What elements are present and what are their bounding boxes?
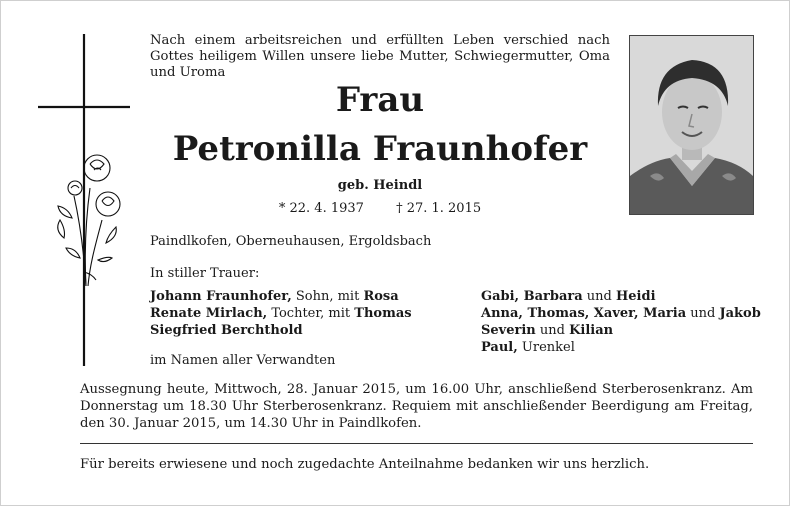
mourner-line: Anna, Thomas, Xaver, Maria und Jakob bbox=[481, 306, 761, 321]
death-date: † 27. 1. 2015 bbox=[396, 201, 482, 216]
mourner-line: Severin und Kilian bbox=[481, 323, 614, 338]
places-line: Paindlkofen, Oberneuhausen, Ergoldsbach bbox=[150, 234, 432, 249]
birth-date: * 22. 4. 1937 bbox=[278, 201, 364, 216]
mourners-left bbox=[150, 288, 412, 339]
divider bbox=[80, 443, 753, 444]
thanks-line: Für bereits erwiesene und noch zugedachte Anteilnahme bedanken wir uns herzlich. bbox=[80, 457, 650, 472]
life-dates bbox=[150, 201, 610, 216]
portrait-icon bbox=[630, 36, 753, 214]
mourner-line: Siegfried Berchthold bbox=[150, 323, 303, 338]
deceased-name: Petronilla Fraunhofer bbox=[172, 129, 588, 169]
mourner-line: Johann Fraunhofer, Sohn, mit Rosa bbox=[150, 289, 399, 304]
maiden-name: geb. Heindl bbox=[337, 178, 423, 193]
portrait-photo bbox=[629, 35, 754, 215]
mourner-line: Renate Mirlach, Tochter, mit Thomas bbox=[150, 306, 412, 321]
grief-label: In stiller Trauer: bbox=[150, 266, 260, 281]
family-line: im Namen aller Verwandten bbox=[150, 353, 336, 368]
service-details: Aussegnung heute, Mittwoch, 28. Januar 2015, um 16.00 Uhr, anschließend Sterberosenkranz. Am Donnerstag um 18.30 Uhr Sterberosenkranz. Requiem mit anschließender Beerdigung am Freitag, den 30. Januar 2015, um 14.30 Uhr in Paindlkofen. bbox=[80, 382, 753, 431]
title-salutation: Frau bbox=[335, 80, 425, 120]
mourner-line: Gabi, Barbara und Heidi bbox=[481, 289, 656, 304]
mourners-right bbox=[481, 288, 761, 356]
roses-icon bbox=[50, 148, 126, 288]
mourner-line: Paul, Urenkel bbox=[481, 340, 575, 355]
intro-text: Nach einem arbeitsreichen und erfüllten Leben verschied nach Gottes heiligem Willen unsere liebe Mutter, Schwiegermutter, Oma und Uroma bbox=[150, 33, 610, 80]
